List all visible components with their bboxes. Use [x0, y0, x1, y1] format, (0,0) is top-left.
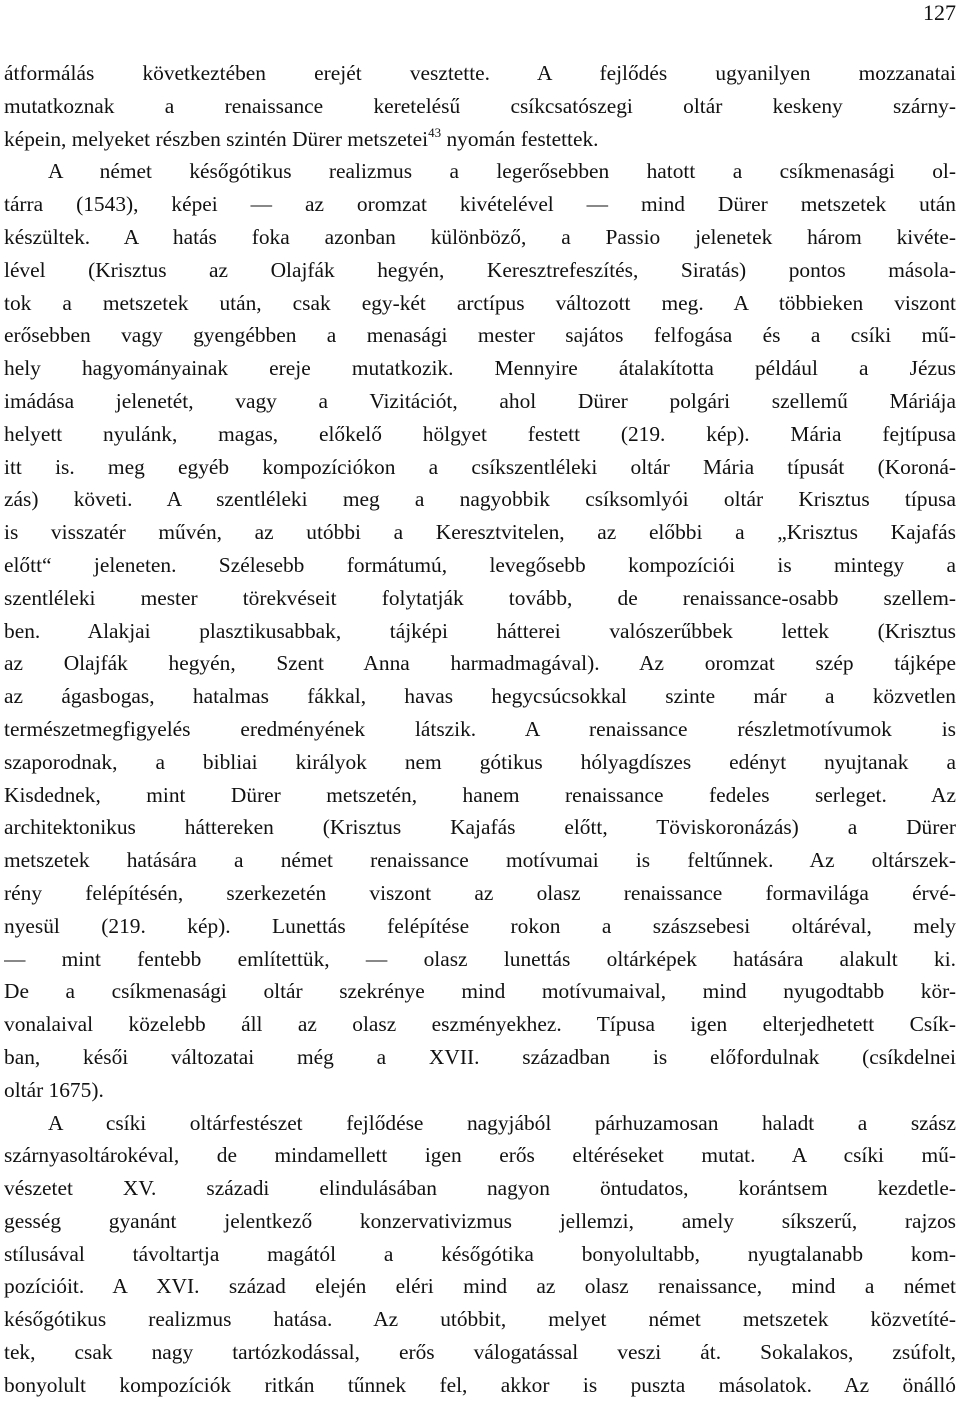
text-line: metszetek hatására a német renaissance motívumai is feltűnnek. Az oltárszek- — [4, 848, 956, 873]
text-line: nyesül (219. kép). Lunettás felépítése rokon a szászsebesi oltáréval, mely — [4, 913, 956, 938]
text-line: lével (Krisztus az Olajfák hegyén, Keresztrefeszítés, Siratás) pontos másola- — [4, 257, 956, 282]
text-line: készültek. A hatás foka azonban különböző, a Passio jelenetek három kivéte- — [4, 224, 956, 249]
text-line: az Olajfák hegyén, Szent Anna harmadmagával). Az oromzat szép tájképe — [4, 651, 956, 676]
text-line: ben. Alakjai plasztikusabbak, tájképi hátterei valószerűbbek lettek (Krisztus — [4, 618, 956, 643]
text-line: stílusával távoltartja magától a későgótika bonyolultabb, nyugtalanabb kom- — [4, 1241, 956, 1266]
text-line: szaporodnak, a bibliai királyok nem gótikus hólyagdíszes edényt nyujtanak a — [4, 749, 956, 774]
text-line: hely hagyományainak ereje mutatkozik. Mennyire átalakította például a Jézus — [4, 356, 956, 381]
text-line: átformálás következtében erejét vesztette. A fejlődés ugyanilyen mozzanatai — [4, 61, 956, 85]
footnote-reference: 43 — [428, 124, 442, 140]
text-line: architektonikus háttereken (Krisztus Kajafás előtt, Töviskoronázás) a Dürer — [4, 815, 956, 840]
text-segment: képein, melyeket részben szintén Dürer metszetei — [4, 126, 429, 151]
text-line: itt is. meg egyéb kompozíciókon a csíkszentléleki oltár Mária típusát (Koroná- — [4, 454, 956, 479]
text-line: későgótikus realizmus hatása. Az utóbbit, melyet német metszetek közvetíté- — [4, 1307, 956, 1332]
text-line: helyett nyulánk, magas, előkelő hölgyet festett (219. kép). Mária fejtípusa — [4, 421, 956, 446]
text-line: tárra (1543), képei — az oromzat kivételével — mind Dürer metszetek után — [4, 192, 956, 217]
text-line: gesség gyanánt jelentkező konzervativizmus jellemzi, amely síkszerű, rajzos — [4, 1208, 956, 1233]
text-line: szárnyasoltárokéval, de mindamellett igen erős eltéréseket mutat. A csíki mű- — [4, 1143, 956, 1168]
paragraph-last-line: oltár 1675). — [4, 1077, 104, 1102]
text-line: imádása jelenetét, vagy a Vizitációt, ahol Dürer polgári szellemű Máriája — [4, 388, 956, 413]
text-line: mutatkoznak a renaissance keretelésű csíkcsatószegi oltár keskeny szárny- — [4, 93, 956, 118]
text-line: Kisdednek, mint Dürer metszetén, hanem renaissance fedeles serleget. Az — [4, 782, 956, 807]
text-line: előtt“ jeleneten. Szélesebb formátumú, levegősebb kompozíciói is mintegy a — [4, 552, 956, 577]
body-text — [4, 57, 956, 1402]
text-line: vészetet XV. századi elindulásában nagyon öntudatos, korántsem kezdetle- — [4, 1176, 956, 1201]
text-line: ban, késői változatai még a XVII. században is előfordulnak (csíkdelnei — [4, 1044, 956, 1069]
paragraph-first-line: A csíki oltárfestészet fejlődése nagyjából párhuzamosan haladt a szász — [48, 1110, 956, 1135]
text-line: tok a metszetek után, csak egy-két arctípus változott meg. A többieken viszont — [4, 290, 956, 315]
text-line: is visszatér művén, az utóbbi a Keresztvitelen, az előbbi a „Krisztus Kajafás — [4, 520, 956, 545]
text-line: — mint fentebb említettük, — olasz lunettás oltárképek hatására alakult ki. — [4, 946, 956, 971]
text-line: természetmegfigyelés eredményének látszik. A renaissance részletmotívumok is — [4, 716, 956, 741]
text-line: zás) követi. A szentléleki meg a nagyobbik csíksomlyói oltár Krisztus típusa — [4, 487, 956, 512]
text-line: tek, csak nagy tartózkodással, erős válogatással veszi át. Sokalakos, zsúfolt, — [4, 1340, 956, 1365]
text-line: szentléleki mester törekvéseit folytatják tovább, de renaissance-osabb szellem- — [4, 585, 956, 610]
text-line-with-footnote — [4, 123, 956, 156]
text-segment: nyomán festettek. — [446, 126, 599, 151]
text-line: bonyolult kompozíciók ritkán tűnnek fel, akkor is puszta másolatok. Az önálló — [4, 1372, 956, 1397]
text-line: erősebben vagy gyengébben a menasági mester sajátos felfogása és a csíki mű- — [4, 323, 956, 348]
text-line: az ágasbogas, hatalmas fákkal, havas hegycsúcsokkal szinte már a közvetlen — [4, 684, 956, 709]
text-line: rény felépítésén, szerkezetén viszont az olasz renaissance formavilága érvé- — [4, 880, 956, 905]
text-line: vonalaival közelebb áll az olasz eszményekhez. Típusa igen elterjedhetett Csík- — [4, 1012, 956, 1037]
paragraph-first-line: A német későgótikus realizmus a legerősebben hatott a csíkmenasági ol- — [48, 159, 956, 184]
page-number: 127 — [923, 0, 956, 25]
text-line: pozícióit. A XVI. század elején eléri mind az olasz renaissance, mind a német — [4, 1274, 956, 1299]
text-line: De a csíkmenasági oltár szekrénye mind motívumaival, mind nyugodtabb kör- — [4, 979, 956, 1004]
